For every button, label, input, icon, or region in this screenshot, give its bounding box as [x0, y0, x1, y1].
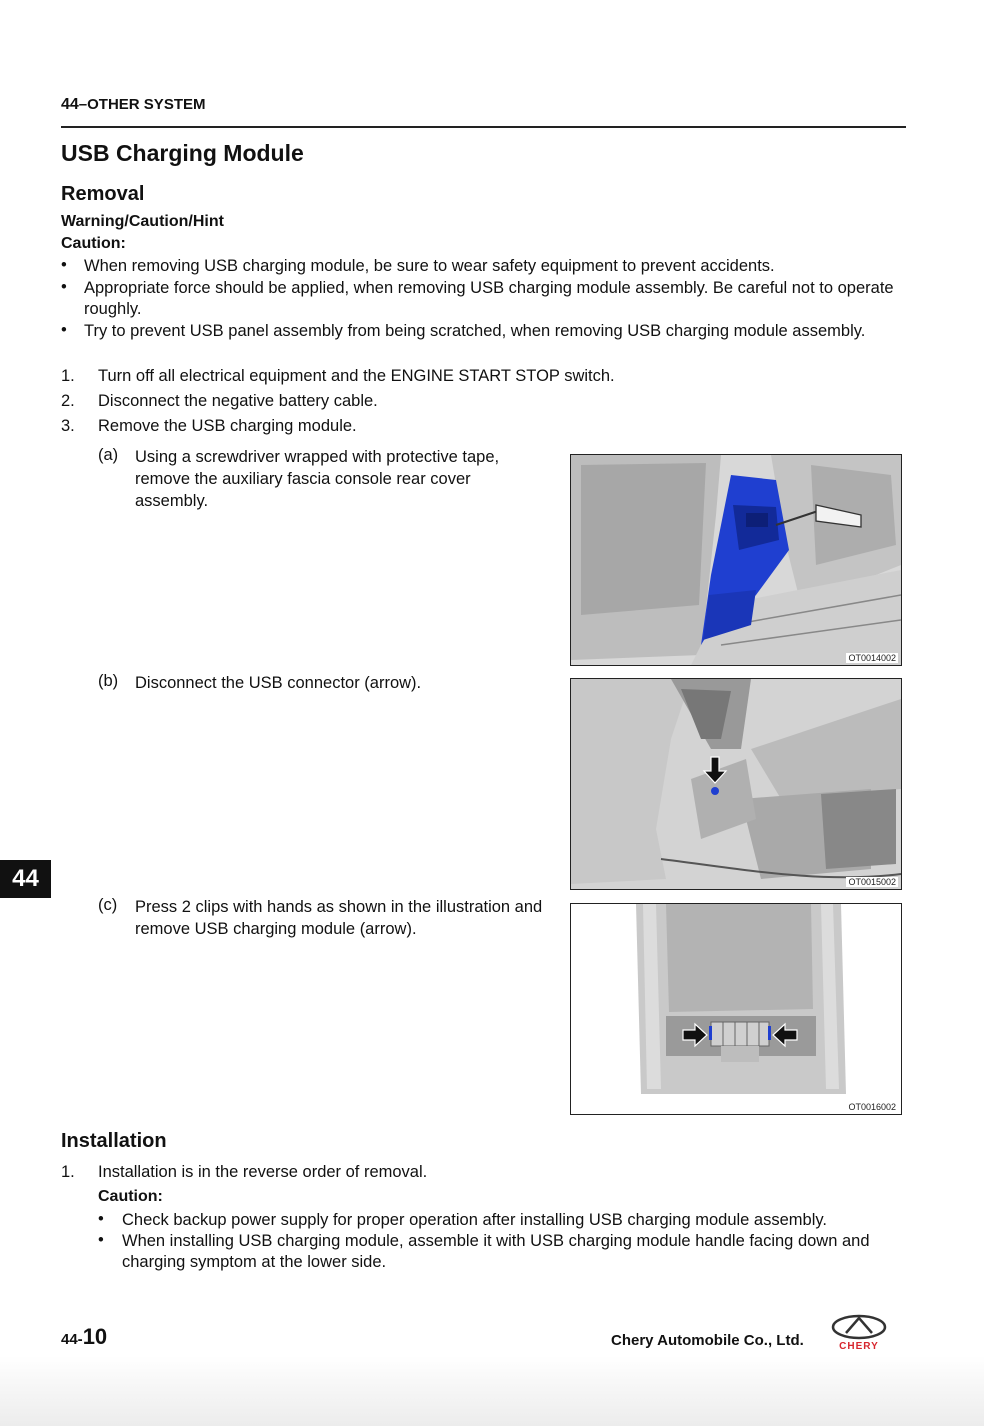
- clips-illustration: [571, 904, 901, 1114]
- chery-logo: [829, 1313, 889, 1353]
- figure-code: OT0014002: [848, 653, 896, 663]
- company-name: Chery Automobile Co., Ltd.: [611, 1332, 804, 1349]
- warning-heading: Warning/Caution/Hint: [61, 213, 224, 230]
- figure-clips: [570, 903, 902, 1115]
- caution-bullet: Appropriate force should be applied, when removing USB charging module assembly. Be careful not to operate roughly.: [84, 279, 894, 318]
- step-number: 1.: [61, 367, 75, 385]
- header-rule: [61, 126, 906, 128]
- bullet-marker: •: [98, 1231, 104, 1249]
- page-title: USB Charging Module: [61, 140, 304, 166]
- caution-label: Caution:: [61, 235, 126, 252]
- page-number: [61, 1324, 107, 1350]
- installation-caution-bullet: Check backup power supply for proper operation after installing USB charging module assembly.: [122, 1211, 827, 1229]
- substep-text: Press 2 clips with hands as shown in the illustration and remove USB charging module (arrow).: [135, 898, 543, 938]
- step-text: Remove the USB charging module.: [98, 417, 357, 435]
- substep-label: (b): [98, 672, 119, 690]
- bullet-marker: •: [61, 278, 67, 296]
- caution-bullet: When removing USB charging module, be sure to wear safety equipment to prevent accidents.: [84, 257, 775, 275]
- caution-bullet: Try to prevent USB panel assembly from being scratched, when removing USB charging module assembly.: [84, 322, 866, 340]
- figure-code: OT0015002: [848, 877, 896, 887]
- step-number: 2.: [61, 392, 75, 410]
- page-bottom-shadow: [0, 1356, 984, 1426]
- chapter-header: [61, 96, 205, 114]
- removal-heading: Removal: [61, 183, 145, 205]
- installation-heading: Installation: [61, 1130, 167, 1152]
- chery-logo-icon: [829, 1313, 889, 1353]
- chapter-number: 44: [61, 96, 79, 113]
- rear-cover-illustration: [571, 455, 901, 665]
- page-prefix: 44-: [61, 1331, 83, 1348]
- bullet-marker: •: [98, 1210, 104, 1228]
- bullet-marker: •: [61, 321, 67, 339]
- substep-text: Disconnect the USB connector (arrow).: [135, 674, 422, 692]
- bullet-marker: •: [61, 256, 67, 274]
- page-num: 10: [82, 1324, 108, 1349]
- substep-label: (c): [98, 896, 118, 914]
- figure-code: OT0016002: [848, 1102, 896, 1112]
- installation-caution-label: Caution:: [98, 1188, 163, 1205]
- svg-text:CHERY: CHERY: [839, 1341, 879, 1352]
- substep-text: Using a screwdriver wrapped with protective tape, remove the auxiliary fascia console rear cover assembly.: [135, 448, 500, 510]
- step-number: 3.: [61, 417, 75, 435]
- step-text: Installation is in the reverse order of removal.: [98, 1163, 428, 1181]
- chapter-title: –OTHER SYSTEM: [78, 96, 206, 113]
- step-text: Turn off all electrical equipment and the ENGINE START STOP switch.: [98, 367, 615, 385]
- installation-caution-bullet: When installing USB charging module, assemble it with USB charging module handle facing down and charging symptom at the lower side.: [122, 1232, 870, 1271]
- usb-connector-illustration: [571, 679, 901, 889]
- chapter-side-tab: 44: [0, 860, 51, 898]
- figure-rear-cover: [570, 454, 902, 666]
- step-text: Disconnect the negative battery cable.: [98, 392, 378, 410]
- substep-label: (a): [98, 446, 119, 464]
- figure-usb-connector: [570, 678, 902, 890]
- step-number: 1.: [61, 1163, 75, 1181]
